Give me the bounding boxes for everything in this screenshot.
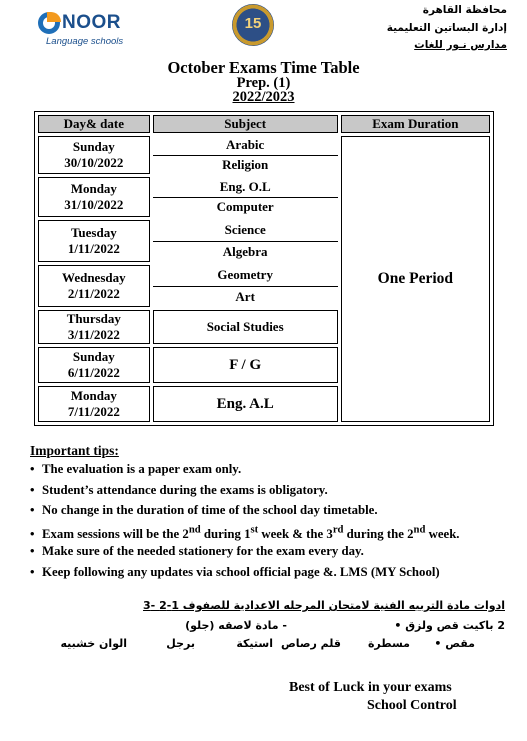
subject-name: Eng. A.L [153,386,338,422]
noor-logo [38,8,138,48]
tip-text [42,524,460,542]
list-item [30,541,460,562]
bullet-icon: • [30,462,35,476]
exam-duration-cell: One Period [341,136,490,422]
tool-item: استيكة [236,637,273,650]
day-name: Thursday [66,311,121,326]
arabic-tools-line-2: 2 باكيت قص ولزق • [394,619,505,632]
bullet-icon: • [30,544,35,559]
list-item [30,500,460,521]
table-row [38,136,490,174]
tip-sup: nd [413,524,426,536]
exam-date: 2/11/2022 [67,286,120,301]
tips-list [30,459,460,583]
tip-part: during the 2 [343,527,414,542]
exam-date: 3/11/2022 [67,327,120,342]
exam-date: 30/10/2022 [64,155,124,170]
bullet-icon: • [30,503,35,518]
tips-heading: Important tips: [30,443,119,458]
page-title: October Exams Time Table [167,58,360,77]
tip-sup: nd [188,524,201,536]
day-date-cell [38,136,150,174]
day-name: Wednesday [62,270,126,285]
subject-cell [153,265,338,307]
noor-logo-icon [38,12,60,34]
tool-item: مقص • [434,637,475,650]
grade-title: Prep. (1) [236,75,291,91]
tip-text: Student’s attendance during the exams is obligatory. [42,482,328,497]
day-date-cell [38,220,150,262]
subject-name: Eng. O.L [153,177,338,197]
subject-cell [153,177,338,217]
day-name: Sunday [72,139,115,154]
day-name: Sunday [72,349,115,364]
tool-item: قلم رصاص [280,637,341,650]
subject-cell [153,220,338,262]
arabic-tools-heading: ادوات مادة التربيه الفنية لامتحان المرحله الاعدادية للصفوف 1-2 -3 [143,599,505,612]
tip-sup: rd [332,524,344,536]
tip-part: Exam sessions will be the 2 [42,527,189,542]
list-item [30,562,460,583]
list-item [30,480,460,501]
day-date-cell [38,386,150,422]
day-date-cell [38,177,150,217]
subject-name: Art [235,288,255,304]
exam-date: 7/11/2022 [67,404,120,419]
day-name: Tuesday [70,225,117,240]
day-name: Monday [70,181,117,196]
subject-name: Computer [216,199,274,215]
arabic-header-line-1: محافظة القاهرة [422,4,507,16]
list-item [30,459,460,480]
arabic-header-line-3: مدارس نـور للغات [414,39,507,51]
tip-text: Make sure of the needed stationery for the exam every day. [42,544,364,559]
exam-date: 1/11/2022 [67,241,120,256]
header-day-date: Day& date [38,115,150,133]
subject-name: Geometry [153,265,338,286]
subject-name: Arabic [153,136,338,155]
tip-text: Keep following any updates via school official page &. LMS (MY School) [42,564,440,579]
tip-text: No change in the duration of time of the school day timetable. [42,503,378,518]
tip-part: week. [425,527,460,542]
bullet-icon: • [30,527,35,542]
subject-name: Social Studies [153,310,338,344]
list-item [30,521,460,542]
closing-line-1: Best of Luck in your exams [289,680,452,695]
badge-number: 15 [244,15,262,32]
logo-subtitle: Language schools [46,36,124,47]
day-date-cell [38,347,150,383]
subject-name: Religion [222,156,269,172]
tip-sup: st [250,524,259,536]
tip-part: during 1 [200,527,251,542]
closing-line-2: School Control [367,698,457,713]
header-exam-duration: Exam Duration [341,115,490,133]
exam-timetable [34,111,494,426]
subject-name: Science [153,220,338,241]
tool-item: مسطرة [367,637,410,650]
day-name: Monday [70,388,117,403]
tool-item: برجل [166,637,195,650]
exam-date: 6/11/2022 [67,365,120,380]
tip-text: The evaluation is a paper exam only. [42,462,242,476]
bullet-icon: • [30,482,35,497]
tip-part: week & the 3 [258,527,333,542]
table-header-row [38,115,490,133]
arabic-tools-line-1: - مادة لاصقه (جلو) [185,619,287,632]
day-date-cell [38,265,150,307]
day-date-cell [38,310,150,344]
year-title: 2022/2023 [232,89,295,105]
arabic-tools-list [25,637,505,655]
anniversary-badge-icon [232,4,274,46]
arabic-header-line-2: إدارة البساتين التعليمية [386,22,507,34]
logo-word: NOOR [62,12,121,33]
subject-name: F / G [153,347,338,383]
bullet-icon: • [30,564,35,579]
tool-item: الوان خشبيه [60,637,127,650]
subject-cell [153,136,338,174]
header-subject: Subject [153,115,338,133]
exam-date: 31/10/2022 [64,197,124,212]
subject-name: Algebra [222,243,268,259]
